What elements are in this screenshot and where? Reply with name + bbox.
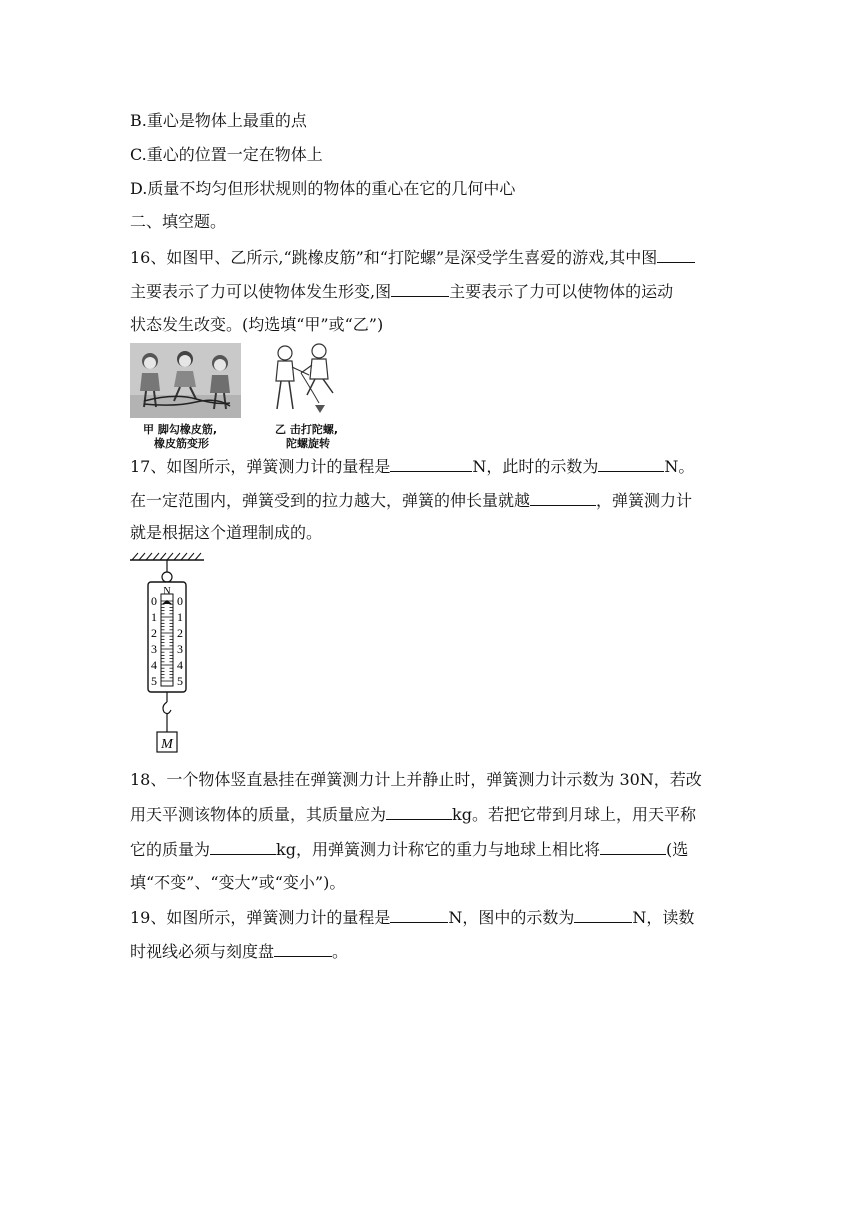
q18-blank-2 bbox=[210, 838, 276, 855]
caption-yi-line-2: 陀螺旋转 bbox=[286, 437, 330, 450]
q16-text-2b: 主要表示了力可以使物体的运动 bbox=[449, 282, 674, 301]
q18-line-3 bbox=[130, 838, 688, 861]
option-d: D.质量不均匀但形状规则的物体的重心在它的几何中心 bbox=[130, 179, 516, 198]
figure-jia-rubber-band bbox=[130, 343, 241, 418]
caption-yi-line-1: 乙 击打陀螺, bbox=[275, 423, 339, 436]
q16-line-1 bbox=[130, 246, 695, 269]
q19-blank-3 bbox=[274, 940, 332, 957]
scale-right-tick-label: 2 bbox=[177, 626, 183, 640]
scale-left-tick-label: 3 bbox=[151, 642, 157, 656]
q17-blank-1 bbox=[390, 455, 472, 472]
scale-left-tick-label: 0 bbox=[151, 594, 157, 608]
option-c: C.重心的位置一定在物体上 bbox=[130, 145, 323, 164]
section-heading: 二、填空题。 bbox=[130, 212, 227, 231]
q17-text-1b: N，此时的示数为 bbox=[472, 457, 599, 476]
q16-text-2a: 主要表示了力可以使物体发生形变,图 bbox=[130, 282, 392, 301]
q19-text-1c: N，读数 bbox=[632, 908, 695, 927]
q18-blank-3 bbox=[600, 838, 666, 855]
scale-left-tick-label: 2 bbox=[151, 626, 157, 640]
scale-right-tick-label: 5 bbox=[177, 674, 183, 688]
scale-right-tick-label: 3 bbox=[177, 642, 183, 656]
q16-text-1: 16、如图甲、乙所示,“跳橡皮筋”和“打陀螺”是深受学生喜爱的游戏,其中图 bbox=[130, 248, 658, 267]
q18-text-3c: (选 bbox=[665, 840, 689, 859]
q18-blank-1 bbox=[386, 803, 452, 820]
q16-line-3: 状态发生改变。(均选填“甲”或“乙”) bbox=[130, 315, 384, 334]
q18-text-2b: kg。若把它带到月球上，用天平称 bbox=[452, 805, 696, 824]
q17-text-1a: 17、如图所示，弹簧测力计的量程是 bbox=[130, 457, 391, 476]
mass-label: M bbox=[161, 737, 173, 752]
q18-line-1: 18、一个物体竖直悬挂在弹簧测力计上并静止时，弹簧测力计示数为 30N，若改 bbox=[130, 770, 702, 789]
q17-text-2a: 在一定范围内，弹簧受到的拉力越大，弹簧的伸长量就越 bbox=[130, 491, 531, 510]
q19-line-1 bbox=[130, 906, 694, 929]
scale-left-tick-label: 4 bbox=[151, 658, 157, 672]
scale-left-tick-label: 1 bbox=[151, 610, 157, 624]
scale-right-tick-label: 4 bbox=[177, 658, 183, 672]
q18-text-2a: 用天平测该物体的质量，其质量应为 bbox=[130, 805, 387, 824]
q17-line-1 bbox=[130, 455, 694, 478]
q19-text-1b: N，图中的示数为 bbox=[448, 908, 575, 927]
q16-blank-2 bbox=[391, 280, 449, 297]
scale-right-tick-label: 1 bbox=[177, 610, 183, 624]
scale-right-tick-label: 0 bbox=[177, 594, 183, 608]
q18-text-3a: 它的质量为 bbox=[130, 840, 211, 859]
q18-line-4: 填“不变”、“变大”或“变小”)。 bbox=[130, 873, 346, 892]
q18-text-3b: kg，用弹簧测力计称它的重力与地球上相比将 bbox=[276, 840, 600, 859]
q19-text-1a: 19、如图所示，弹簧测力计的量程是 bbox=[130, 908, 391, 927]
q17-blank-2 bbox=[598, 455, 664, 472]
q18-line-2 bbox=[130, 803, 696, 826]
q17-text-1c: N。 bbox=[664, 457, 695, 476]
q19-blank-2 bbox=[574, 906, 632, 923]
q19-text-2a: 时视线必须与刻度盘 bbox=[130, 942, 275, 961]
caption-jia-line-2: 橡皮筋变形 bbox=[154, 437, 209, 450]
q19-text-2b: 。 bbox=[332, 942, 349, 961]
q17-text-2b: ，弹簧测力计 bbox=[596, 491, 693, 510]
scale-unit-label: N bbox=[163, 586, 171, 597]
q16-line-2 bbox=[130, 280, 673, 303]
q17-line-2 bbox=[130, 489, 692, 512]
q19-blank-1 bbox=[390, 906, 448, 923]
spring-scale-figure bbox=[128, 550, 208, 756]
q17-blank-3 bbox=[530, 489, 596, 506]
caption-jia-line-1: 甲 脚勾橡皮筋, bbox=[143, 423, 218, 436]
figure-yi-spinning-top bbox=[267, 343, 347, 418]
q17-line-3: 就是根据这个道理制成的。 bbox=[130, 523, 323, 542]
option-b: B.重心是物体上最重的点 bbox=[130, 111, 307, 130]
q16-blank-1 bbox=[657, 246, 695, 263]
scale-left-tick-label: 5 bbox=[151, 674, 157, 688]
q19-line-2 bbox=[130, 940, 348, 963]
